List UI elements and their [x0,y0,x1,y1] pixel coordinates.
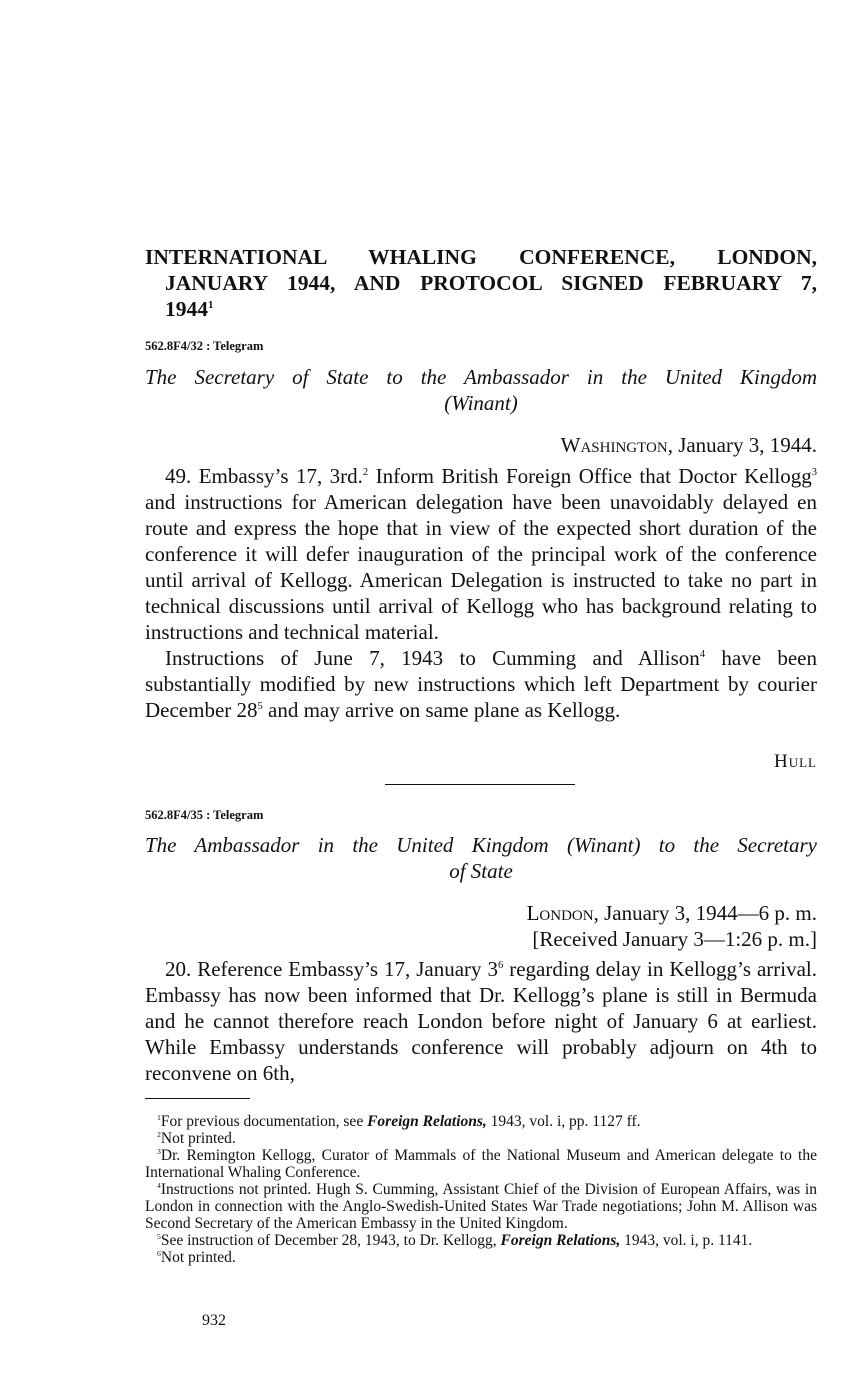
footnote-italic: Foreign Relations, [500,1232,621,1249]
footnote-text: For previous documentation, see [160,1113,368,1130]
title-year: 1944 [165,297,208,321]
doc1-file-reference: 562.8F4/32 : Telegram [145,339,264,353]
footnote-number: 1 [157,1112,161,1122]
footnote-5 [145,1232,817,1249]
title-line-3 [145,296,817,322]
footnote-text: Not printed. [160,1130,236,1147]
doc2-dateline-place: London [526,901,594,925]
doc1-p2-text-c: and may arrive on same plane as Kellogg. [262,698,621,722]
doc1-heading-line-1: The Secretary of State to the Ambassador in the United Kingdom [145,365,817,389]
footnote-ref-4: 4 [699,649,706,660]
doc1-body [145,463,817,723]
doc1-dateline-date: , January 3, 1944. [667,433,817,457]
chapter-title [145,244,817,322]
doc1-heading [145,364,817,416]
doc1-p2-text-b: have been substantially modified by new instructions which left Department by courier December 28 [145,646,817,722]
doc2-heading-line-1: The Ambassador in the United Kingdom (Winant) to the Secretary [145,833,817,857]
doc1-dateline-place: Washington [560,433,668,457]
footnote-italic: Foreign Relations, [367,1113,487,1130]
footnote-3 [145,1147,817,1181]
doc1-p1-text-a: 49. Embassy’s 17, 3rd. [165,464,363,488]
footnote-6 [145,1249,817,1266]
footnote-number: 4 [157,1180,161,1190]
doc1-paragraph-2 [145,645,817,723]
page-number: 932 [202,1312,226,1329]
footnote-4 [145,1181,817,1232]
title-line-1: INTERNATIONAL WHALING CONFERENCE, LONDON, [145,245,817,269]
doc1-p2-text-a: Instructions of June 7, 1943 to Cumming and Allison [165,646,700,670]
title-line-2: JANUARY 1944, AND PROTOCOL SIGNED FEBRUARY 7, [165,271,817,295]
doc2-body [145,956,817,1086]
footnote-text: Instructions not printed. Hugh S. Cumming, Assistant Chief of the Division of European Affairs, was in London in connection with the Anglo-Swedish-United States War Trade negotiations; John M. Allison was Second Secretary of the American Embassy in the United Kingdom. [145,1181,817,1232]
footnote-text-post: 1943, vol. i, pp. 1127 ff. [486,1113,641,1130]
doc2-p1-text-a: 20. Reference Embassy’s 17, January 3 [165,957,498,981]
doc2-p1-text-b: regarding delay in Kellogg’s arrival. Embassy has now been informed that Dr. Kellogg’s plane is still in Bermuda and he cannot therefore reach London before night of January 6 at earliest. While Embassy understands conference will probably adjourn on 4th to reconvene on 6th, [145,957,817,1085]
doc2-paragraph-1 [145,956,817,1086]
footnote-2 [145,1130,817,1147]
footnote-number: 3 [157,1146,161,1156]
footnote-text: Not printed. [160,1249,236,1266]
footnote-number: 6 [157,1248,161,1258]
doc1-p1-text-c: and instructions for American delegation have been unavoidably delayed en route and express the hope that in view of the expected short duration of the conference it will defer inauguration of the principal work of the conference until arrival of Kellogg. American Delegation is instructed to take no part in technical discussions until arrival of Kellogg who has background relating to instructions and technical material. [145,490,817,644]
footnote-ref-6: 6 [498,960,504,971]
section-divider [385,784,575,785]
doc2-dateline [527,900,817,926]
footnotes [145,1113,817,1266]
footnote-text: See instruction of December 28, 1943, to Dr. Kellogg, [160,1232,501,1249]
doc1-signature: Hull [774,751,817,772]
footnote-text-post: 1943, vol. i, p. 1141. [620,1232,753,1249]
footnote-number: 2 [157,1129,161,1139]
doc1-heading-line-2: (Winant) [444,391,518,415]
doc1-dateline [561,432,817,458]
footnote-ref-5: 5 [257,701,263,712]
footnote-1 [145,1113,817,1130]
doc2-file-reference: 562.8F4/35 : Telegram [145,808,264,822]
footnote-text: Dr. Remington Kellogg, Curator of Mammals of the National Museum and American delegate to the International Whaling Conference. [145,1147,817,1181]
doc1-paragraph-1 [145,463,817,645]
footnote-ref-2: 2 [362,467,369,478]
doc2-heading-line-2: of State [449,859,513,883]
footnote-number: 5 [157,1231,161,1241]
doc2-received: [Received January 3—1:26 p. m.] [532,927,817,951]
footnote-divider [145,1098,250,1099]
doc2-dateline-date: , January 3, 1944—6 p. m. [593,901,817,925]
footnote-ref-1: 1 [208,298,214,311]
footnote-ref-3: 3 [811,467,818,478]
doc1-p1-text-b: Inform British Foreign Office that Doctor Kellogg [368,464,812,488]
doc2-heading [145,832,817,884]
